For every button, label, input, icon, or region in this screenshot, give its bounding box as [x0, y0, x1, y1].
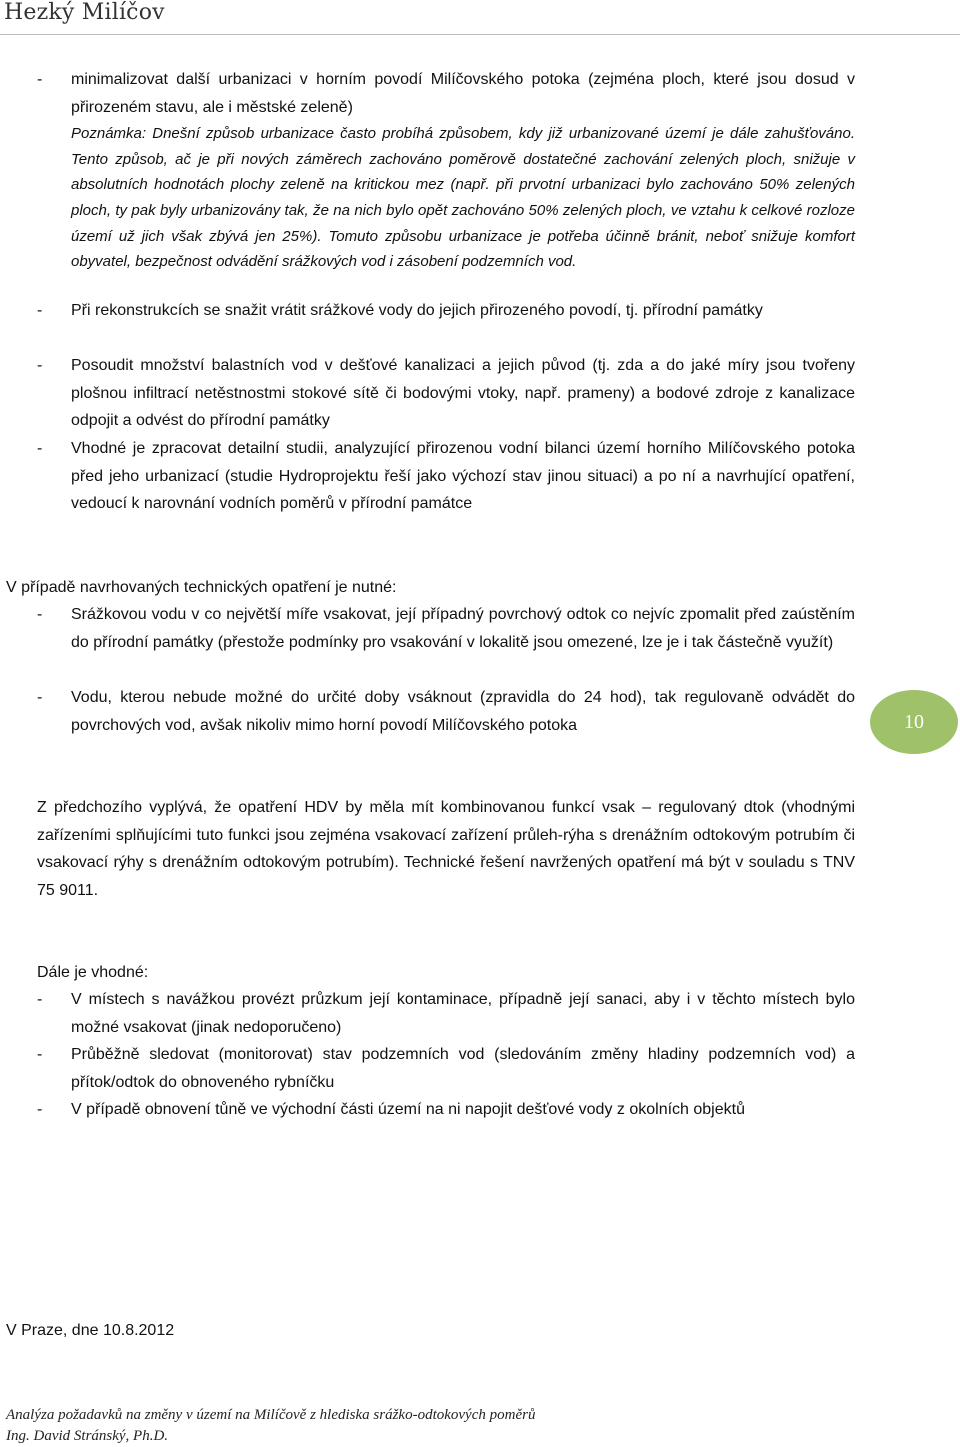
list-item [37, 297, 855, 325]
note-text: Poznámka: Dnešní způsob urbanizace často probíhá způsobem, kdy již urbanizované území je dále zahušťováno. Tento způsob, ač je při nových záměrech zachováno poměrově dostatečné zachování zelených ploch, snižuje v absolutních hodnotách plochy zeleně na kritickou mez (např. při prvotní urbanizaci bylo zachováno 50% zelených ploch, ty pak byly urbanizovány tak, že na nich bylo opět zachováno 50% zelených ploch, ve vztahu k celkové rozloze území už jich však zbývá jen 25%). Tomuto způsobu urbanizace je potřeba účinně bránit, neboť snižuje komfort obyvatel, bezpečnost odvádění srážkových vod i zásobení podzemních vod. [71, 125, 855, 271]
list-item [37, 352, 855, 435]
list-item-text: minimalizovat další urbanizaci v horním povodí Milíčovského potoka (zejména ploch, které jsou dosud v přirozeném stavu, ale i městské zeleně) [71, 71, 855, 116]
list-item [37, 1096, 855, 1124]
list-item [37, 684, 855, 739]
bullet-dash: - [37, 1101, 43, 1118]
bullet-dash: - [37, 991, 43, 1008]
list-item [37, 435, 855, 518]
footer-author: Ing. David Stránský, Ph.D. [6, 1428, 169, 1444]
header-title: Hezký Milíčov [4, 0, 165, 25]
bullet-dash: - [37, 440, 43, 457]
page-number-badge: 10 [870, 690, 958, 754]
list-item [37, 66, 855, 275]
header-divider [0, 34, 960, 35]
bullet-dash: - [37, 689, 43, 706]
list-item-text: Srážkovou vodu v co největší míře vsakovat, její případný povrchový odtok co nejvíc zpomalit před zaústěním do přírodní památky (přestože podmínky pro vsakování v lokalitě jsou omezené, lze je i tak částečně využít) [71, 606, 855, 651]
list-item [37, 601, 855, 656]
bullet-dash: - [37, 71, 43, 88]
signature-date: V Praze, dne 10.8.2012 [6, 1322, 175, 1339]
list-item-text: Průběžně sledovat (monitorovat) stav podzemních vod (sledováním změny hladiny podzemních vod) a přítok/odtok do obnoveného rybníčku [71, 1046, 855, 1091]
bullet-dash: - [37, 357, 43, 374]
list-item-text: Vodu, kterou nebude možné do určité doby vsáknout (zpravidla do 24 hod), tak regulovaně odvádět do povrchových vod, avšak nikoliv mimo horní povodí Milíčovského potoka [71, 689, 855, 734]
list-item-text: V místech s navážkou provézt průzkum její kontaminace, případně její sanaci, aby i v těchto místech bylo možné vsakovat (jinak nedoporučeno) [71, 991, 855, 1036]
list-item [37, 986, 855, 1041]
section-heading: Dále je vhodné: [37, 964, 149, 981]
paragraph: Z předchozího vyplývá, že opatření HDV by měla mít kombinovanou funkcí vsak – regulovaný dtok (vhodnými zařízeními splňujícími tuto funkci jsou zejména vsakovací zařízení průleh-rýha s drenážním odtokovým potrubím či vsakovací rýhy s drenážním odtokovým potrubím). Technické řešení navržených opatření má být v souladu s TNV 75 9011. [37, 799, 855, 899]
list-item-text: Při rekonstrukcích se snažit vrátit srážkové vody do jejich přirozeného povodí, tj. přírodní památky [71, 302, 763, 319]
footer-title: Analýza požadavků na změny v území na Milíčově z hlediska srážko-odtokových poměrů [6, 1407, 536, 1423]
bullet-dash: - [37, 1046, 43, 1063]
list-item-text: Posoudit množství balastních vod v dešťové kanalizaci a jejich původ (tj. zda a do jaké míry jsou tvořeny plošnou infiltrací netěstnostmi stokové sítě či bodovými vtoky, např. prameny) a bodové zdroje z kanalizace odpojit a odvést do přírodní památky [71, 357, 855, 430]
section-heading: V případě navrhovaných technických opatření je nutné: [6, 579, 397, 596]
list-item [37, 1041, 855, 1096]
bullet-dash: - [37, 302, 43, 319]
list-item-text: V případě obnovení tůně ve východní části území na ni napojit dešťové vody z okolních objektů [71, 1101, 745, 1118]
list-item-text: Vhodné je zpracovat detailní studii, analyzující přirozenou vodní bilanci území horního Milíčovského potoka před jeho urbanizací (studie Hydroprojektu řeší jako výchozí stav jinou situaci) a po ní a navrhující opatření, vedoucí k narovnání vodních poměrů v přírodní památce [71, 440, 855, 513]
bullet-dash: - [37, 606, 43, 623]
